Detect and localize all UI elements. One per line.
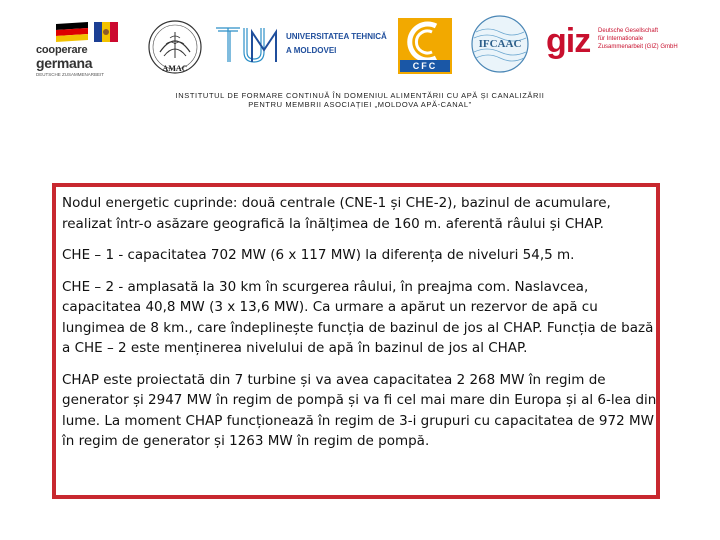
paragraph-chap: CHAP este proiectată din 7 turbine și va avea capacitatea 2 268 MW în regim de generator și 2947 MW în regim de pompă și va fi cel mai mare din Europa și al 6-lea din lume. La moment CHAP funcționează în regim de 3-i grupuri cu capacitatea de 972 MW în regim de generator și 1263 MW în regim de pompă. bbox=[62, 371, 657, 449]
content-text bbox=[62, 193, 658, 463]
ifcaac-text: IFCAAC bbox=[478, 38, 522, 50]
ifcaac-logo bbox=[470, 14, 530, 74]
amac-logo bbox=[146, 18, 204, 78]
paragraph-che1: CHE – 1 - capacitatea 702 MW (6 x 117 MW) la diferența de niveluri 54,5 m. bbox=[62, 247, 575, 263]
giz-wordmark: giz bbox=[546, 22, 591, 60]
giz-text-line3: Zusammenarbeit (GIZ) GmbH bbox=[598, 44, 678, 50]
amac-text: AMAC bbox=[162, 64, 188, 73]
institute-title-line2: PENTRU MEMBRII ASOCIAȚIEI „MOLDOVA APĂ-CANAL” bbox=[248, 100, 472, 109]
cfc-text: CFC bbox=[412, 61, 438, 71]
logo-bar bbox=[0, 0, 720, 88]
utm-logo bbox=[214, 22, 394, 66]
cooperare-text: cooperare bbox=[36, 44, 88, 56]
zusammenarbeit-text: DEUTSCHE ZUSAMMENARBEIT bbox=[36, 72, 105, 77]
giz-text-line1: Deutsche Gesellschaft bbox=[598, 28, 659, 34]
paragraph-che2: CHE – 2 - amplasată la 30 km în scurgerea râului, în preajma com. Naslavcea, capacitatea 40,8 MW (3 x 13,6 MW). Ca urmare a apărut un rezervor de apă cu lungimea de 8 km., care îndeplinește funcția de bazinul de jos al CHAP. Funcția de bază a CHE – 2 este menținerea nivelului de apă în bazinul de jos al CHAP. bbox=[62, 278, 654, 356]
cfc-logo bbox=[396, 16, 454, 76]
giz-logo bbox=[546, 24, 686, 70]
germana-text: germana bbox=[36, 55, 93, 71]
utm-name-line1: UNIVERSITATEA TEHNICĂ bbox=[286, 32, 387, 41]
utm-mark-icon bbox=[214, 22, 284, 66]
utm-name-line2: A MOLDOVEI bbox=[286, 46, 337, 55]
giz-text-line2: für Internationale bbox=[598, 36, 644, 42]
institute-title-line1: INSTITUTUL DE FORMARE CONTINUĂ ÎN DOMENIUL ALIMENTĂRII CU APĂ ȘI CANALIZĂRII bbox=[175, 91, 545, 100]
paragraph-nodul: Nodul energetic cuprinde: două centrale (CNE-1 și CHE-2), bazinul de acumulare, realizat într-o asăzare geografică la înălțimea de 160 m. aferentă râului și CHAP. bbox=[62, 195, 611, 232]
cooperare-germana-logo bbox=[36, 20, 128, 82]
flags-icon bbox=[36, 20, 128, 44]
